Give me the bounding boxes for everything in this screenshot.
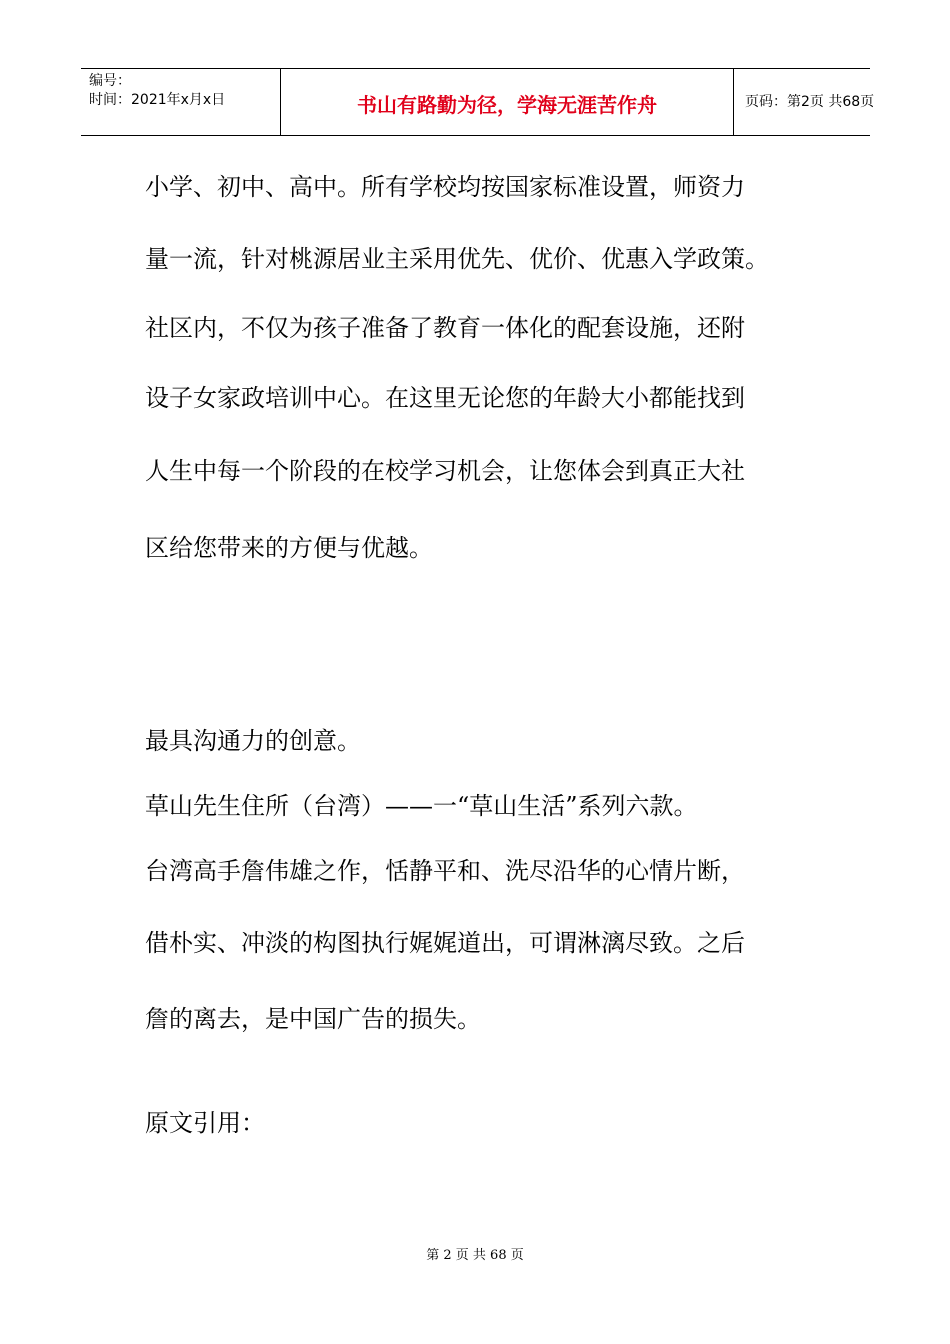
header-meta-cell (81, 69, 281, 135)
body-line: 社区内，不仅为孩子准备了教育一体化的配套设施，还附 (145, 314, 745, 342)
body-line: 最具沟通力的创意。 (145, 727, 361, 755)
header-motto: 书山有路勤为径，学海无涯苦作舟 (357, 93, 657, 117)
body-line: 设子女家政培训中心。在这里无论您的年龄大小都能找到 (145, 384, 745, 412)
body-line: 原文引用： (145, 1109, 265, 1137)
body-line: 量一流，针对桃源居业主采用优先、优价、优惠入学政策。 (145, 245, 769, 273)
header-motto-cell (281, 69, 734, 135)
body-line: 人生中每一个阶段的在校学习机会，让您体会到真正大社 (145, 457, 745, 485)
page-header (81, 68, 875, 136)
body-line: 区给您带来的方便与优越。 (145, 534, 433, 562)
body-line: 小学、初中、高中。所有学校均按国家标准设置，师资力 (145, 173, 745, 201)
body-line: 詹的离去，是中国广告的损失。 (145, 1005, 481, 1033)
body-line: 台湾高手詹伟雄之作，恬静平和、洗尽沿华的心情片断， (145, 857, 745, 885)
page-footer: 第 2 页 共 68 页 (426, 1248, 524, 1263)
header-page-info: 页码：第2页 共68页 (745, 94, 875, 110)
document-date: 时间：2021年x月x日 (89, 92, 226, 108)
header-page-cell (734, 69, 875, 135)
body-line: 草山先生住所（台湾）——一“草山生活”系列六款。 (145, 792, 698, 820)
document-number-label: 编号： (89, 73, 131, 89)
body-line: 借朴实、冲淡的构图执行娓娓道出，可谓淋漓尽致。之后 (145, 929, 745, 957)
